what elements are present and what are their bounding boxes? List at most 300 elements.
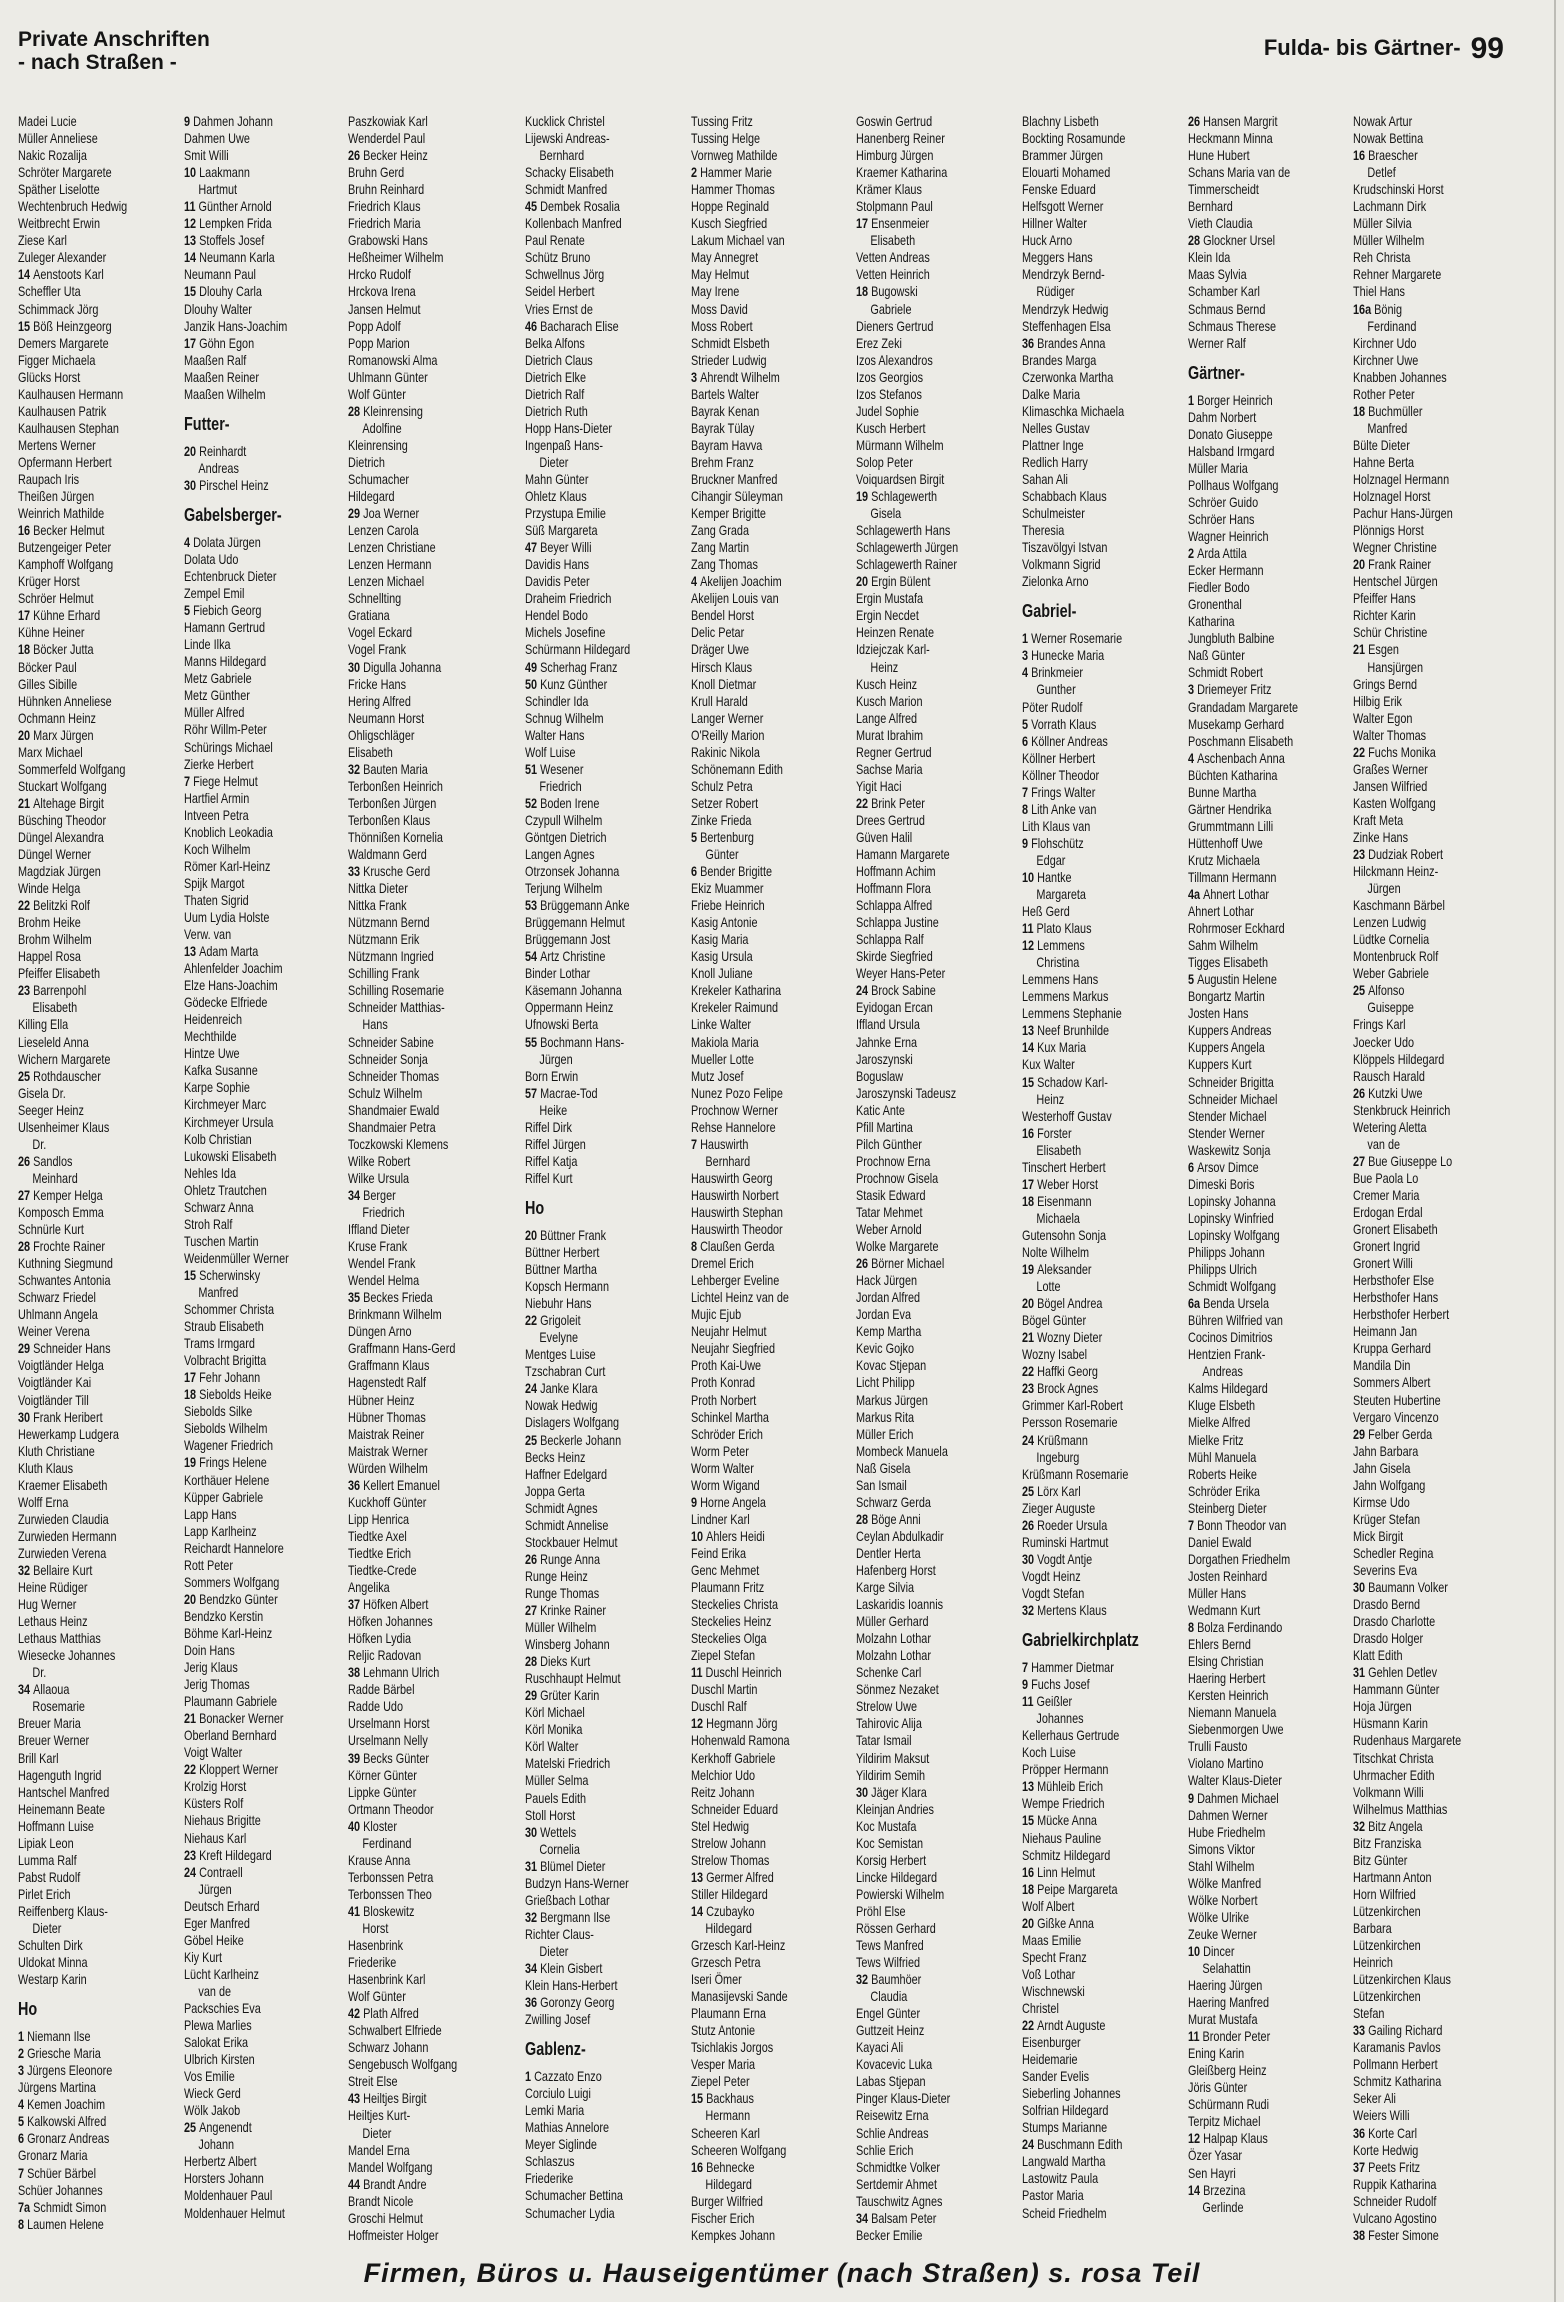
resident-entry: Bendzko Kerstin [184, 1608, 264, 1624]
resident-entry: Gratiana [348, 608, 390, 624]
resident-entry: Würden Wilhelm [348, 1460, 428, 1476]
resident-entry: Stuckart Wolfgang [18, 778, 107, 794]
resident-entry: 36 Goronzy Georg [525, 1995, 615, 2011]
resident-entry: Heine Rüdiger [18, 1580, 88, 1596]
resident-entry: Sahm Wilhelm [1188, 938, 1259, 954]
resident-entry: 15 Dlouhy Carla [184, 284, 262, 300]
resident-entry: Schneider Matthias- [348, 1000, 445, 1016]
resident-entry: 7 Schüer Bärbel [18, 2165, 97, 2181]
resident-entry: San Ismail [856, 1477, 907, 1493]
resident-entry: Heimann Jan [1353, 1324, 1418, 1340]
resident-entry: Kluth Klaus [18, 1460, 74, 1476]
resident-entry: Popp Marion [348, 335, 410, 351]
resident-entry: Manfred [198, 1285, 239, 1300]
resident-entry: Kruppa Gerhard [1353, 1341, 1431, 1357]
resident-entry: 18 Eisenmann [1022, 1193, 1092, 1209]
resident-entry: Deutsch Erhard [184, 1898, 260, 1914]
resident-entry: 17 Weber Horst [1022, 1176, 1098, 1192]
resident-entry: Ahlenfelder Joachim [184, 961, 283, 977]
resident-entry: 35 Beckes Frieda [348, 1290, 433, 1306]
resident-entry: Delic Petar [691, 625, 745, 641]
resident-entry: Gunther [1036, 682, 1076, 698]
resident-entry: Terbonßen Heinrich [348, 778, 443, 794]
resident-entry: Krolzig Horst [184, 1779, 247, 1795]
resident-entry: Kaschmann Bärbel [1353, 898, 1445, 914]
resident-entry: Davidis Hans [525, 557, 590, 573]
resident-entry: Heinzen Renate [856, 625, 934, 641]
resident-entry: 2 Griesche Maria [18, 2046, 101, 2062]
resident-entry: 18 Bugowski [856, 284, 918, 300]
resident-entry: Schlaszus [525, 2154, 575, 2170]
resident-entry: Kasig Antonie [691, 915, 758, 931]
resident-entry: Doin Hans [184, 1642, 235, 1658]
resident-entry: Koch Wilhelm [184, 841, 251, 857]
resident-entry: Schilling Frank [348, 966, 420, 982]
resident-entry: 22 Belitzki Rolf [18, 898, 90, 914]
resident-entry: Solop Peter [856, 454, 913, 470]
resident-entry: Schulz Wilhelm [348, 1085, 423, 1101]
resident-entry: Bongartz Martin [1188, 989, 1265, 1005]
resident-entry: 6 Köllner Andreas [1022, 733, 1108, 749]
resident-entry: Proth Norbert [691, 1392, 757, 1408]
resident-entry: Schwarz Johann [348, 2040, 429, 2056]
resident-entry: Elisabeth [1036, 1142, 1082, 1158]
resident-entry: Knoblich Leokadia [184, 824, 273, 840]
resident-entry: Weitbrecht Erwin [18, 216, 100, 232]
resident-entry: Fiedler Bodo [1188, 580, 1250, 596]
resident-entry: van de [1367, 1136, 1401, 1152]
resident-entry: Hack Jürgen [856, 1273, 918, 1289]
resident-entry: 11 Duschl Heinrich [691, 1665, 782, 1681]
resident-entry: Rausch Harald [1353, 1068, 1425, 1084]
resident-entry: Ehlers Bernd [1188, 1637, 1251, 1653]
resident-entry: Zurwieden Hermann [18, 1528, 117, 1544]
resident-entry: 4 Akelijen Joachim [691, 574, 782, 590]
resident-entry: Bayrak Kenan [691, 403, 760, 419]
resident-entry: Schönemann Edith [691, 761, 783, 777]
resident-entry: Rother Peter [1353, 386, 1415, 402]
resident-entry: 19 Frings Helene [184, 1455, 267, 1471]
resident-entry: 55 Bochmann Hans- [525, 1034, 625, 1050]
resident-entry: Zielonka Arno [1022, 574, 1089, 590]
resident-entry: Schwarz Anna [184, 1199, 254, 1215]
resident-entry: Schürmann Hildegard [525, 642, 631, 658]
resident-entry: Christina [1036, 955, 1080, 971]
street-range-label: Fulda- bis Gärtner- [1263, 35, 1461, 60]
resident-entry: Kirchner Udo [1353, 335, 1417, 351]
resident-entry: Philipps Johann [1188, 1245, 1265, 1260]
directory-column [691, 113, 829, 2244]
resident-entry: Metz Gabriele [184, 671, 252, 687]
resident-entry: Bartels Walter [691, 386, 759, 402]
resident-entry: Radde Udo [348, 1699, 404, 1715]
resident-entry: Richter Karin [1353, 608, 1416, 624]
resident-entry: Wolf Günter [348, 1989, 406, 2005]
resident-entry: Melchior Udo [691, 1767, 756, 1783]
resident-entry: Korte Hedwig [1353, 2142, 1419, 2158]
resident-entry: Michaela [1036, 1210, 1080, 1226]
resident-entry: 54 Artz Christine [525, 949, 606, 965]
resident-entry: Schneider Thomas [348, 1068, 440, 1084]
resident-entry: 1 Cazzato Enzo [525, 2069, 602, 2085]
resident-entry: 20 Gißke Anna [1022, 1915, 1094, 1931]
resident-entry: Pastor Maria [1022, 2188, 1084, 2204]
resident-entry: 5 Augustin Helene [1188, 972, 1277, 988]
resident-entry: Wölke Ulrike [1188, 1909, 1250, 1925]
resident-entry: Riffel Jürgen [525, 1136, 586, 1152]
resident-entry: 33 Gailing Richard [1353, 2023, 1443, 2039]
resident-entry: Heinemann Beate [18, 1801, 106, 1817]
resident-entry: Kirmse Udo [1353, 1494, 1410, 1510]
resident-entry: Cremer Maria [1353, 1187, 1420, 1203]
resident-entry: Friedrich Maria [348, 216, 421, 232]
resident-entry: Reh Christa [1353, 250, 1411, 266]
resident-entry: Tiedtke Erich [348, 1545, 412, 1561]
resident-entry: Lotte [1036, 1279, 1061, 1295]
resident-entry: Seker Ali [1353, 2091, 1396, 2107]
resident-entry: Wichern Margarete [18, 1051, 111, 1067]
resident-entry: Mombeck Manuela [856, 1443, 948, 1459]
resident-entry: 20 Frank Rainer [1353, 557, 1431, 573]
resident-entry: Hamann Margarete [856, 847, 950, 863]
resident-entry: Kühne Heiner [18, 625, 85, 641]
resident-entry: 34 Klein Gisbert [525, 1960, 603, 1976]
resident-entry: Metz Günther [184, 688, 250, 704]
resident-entry: Pabst Rudolf [18, 1869, 81, 1885]
resident-entry: Scheid Friedhelm [1022, 2205, 1107, 2221]
resident-entry: Dieter [32, 1920, 62, 1936]
resident-entry: 13 Mühleib Erich [1022, 1779, 1104, 1795]
resident-entry: Meinhard [32, 1170, 78, 1186]
resident-entry: Fenske Eduard [1022, 182, 1096, 198]
resident-entry: Wischnewski [1022, 1983, 1085, 1999]
resident-entry: Schwellnus Jörg [525, 267, 605, 283]
resident-entry: Sönmez Nezaket [856, 1682, 939, 1698]
resident-entry: Stutz Antonie [691, 2023, 756, 2039]
resident-entry: Winsberg Johann [525, 1637, 610, 1653]
resident-entry: Eyidogan Ercan [856, 1000, 933, 1016]
resident-entry: Jahnke Erna [856, 1034, 918, 1050]
resident-entry: Schindler Ida [525, 693, 589, 709]
resident-entry: Blachny Lisbeth [1022, 114, 1099, 129]
resident-entry: Vergaro Vincenzo [1353, 1409, 1439, 1425]
resident-entry: Rott Peter [184, 1557, 233, 1573]
resident-entry: 8 Lith Anke van [1022, 801, 1097, 817]
resident-entry: Nützmann Erik [348, 932, 420, 948]
resident-entry: Hasenbrink [348, 1938, 404, 1954]
resident-entry: Herbsthofer Hans [1353, 1290, 1439, 1306]
resident-entry: 38 Fester Simone [1353, 2227, 1439, 2243]
resident-entry: Müller Gerhard [856, 1614, 929, 1630]
resident-entry: Volkmann Willi [1353, 1784, 1424, 1800]
resident-entry: Yildirim Maksut [856, 1750, 930, 1766]
resident-entry: Paul Renate [525, 233, 585, 249]
resident-entry: Josten Reinhard [1188, 1568, 1268, 1584]
resident-entry: 24 Krüßmann [1022, 1432, 1088, 1448]
resident-entry: Iseri Ömer [691, 1972, 742, 1988]
resident-entry: Schulten Dirk [18, 1938, 83, 1954]
resident-entry: Hauswirth Norbert [691, 1187, 779, 1203]
resident-entry: Weinrich Mathilde [18, 506, 105, 522]
resident-entry: Theresia [1022, 523, 1065, 539]
resident-entry: Joecker Udo [1353, 1034, 1415, 1050]
resident-entry: Mutz Josef [691, 1068, 744, 1084]
resident-entry: Tinschert Herbert [1022, 1159, 1106, 1175]
resident-entry: Hauswirth Stephan [691, 1205, 783, 1220]
resident-entry: Köllner Herbert [1022, 750, 1096, 766]
resident-entry: Davidis Peter [525, 574, 590, 590]
resident-entry: 26 Börner Michael [856, 1256, 945, 1272]
resident-entry: Steuten Hubertine [1353, 1392, 1441, 1408]
resident-entry: Zieger Auguste [1022, 1500, 1096, 1516]
page-header [18, 28, 1504, 78]
resident-entry: Rössen Gerhard [856, 1920, 936, 1936]
resident-entry: Wölke Norbert [1188, 1892, 1258, 1908]
resident-entry: Maaßen Reiner [184, 369, 259, 385]
resident-entry: Becks Heinz [525, 1449, 586, 1465]
resident-entry: Hilckmann Heinz- [1353, 864, 1439, 880]
resident-entry: Karamanis Pavlos [1353, 2040, 1441, 2056]
resident-entry: Gronarz Maria [18, 2148, 88, 2164]
resident-entry: Smit Willi [184, 148, 229, 164]
resident-entry: Hewerkamp Ludgera [18, 1426, 119, 1442]
resident-entry: Wölke Manfred [1188, 1875, 1262, 1891]
resident-entry: Richter Claus- [525, 1926, 594, 1942]
resident-entry: Lange Alfred [856, 710, 918, 726]
resident-entry: Seeger Heinz [18, 1102, 84, 1118]
resident-entry: 12 Halpap Klaus [1188, 2131, 1268, 2147]
resident-entry: Müller Erich [856, 1426, 914, 1442]
resident-entry: Schmidt Elsbeth [691, 335, 770, 351]
resident-entry: Drees Gertrud [856, 812, 925, 828]
page-number: 99 [1470, 32, 1504, 65]
resident-entry: Brill Karl [18, 1750, 59, 1766]
resident-entry: Plönnigs Horst [1353, 523, 1424, 539]
resident-entry: Scheffler Uta [18, 284, 81, 300]
resident-entry: Born Erwin [525, 1068, 579, 1084]
resident-entry: Poschmann Elisabeth [1188, 733, 1294, 749]
resident-entry: Genc Mehmet [691, 1562, 760, 1578]
resident-entry: Gleißberg Heinz [1188, 2063, 1267, 2079]
resident-entry: Voigt Walter [184, 1745, 243, 1761]
resident-entry: Hohenwald Ramona [691, 1733, 790, 1749]
resident-entry: Sahan Ali [1022, 471, 1068, 487]
resident-entry: Dahm Norbert [1188, 409, 1257, 425]
resident-entry: 28 Dieks Kurt [525, 1654, 591, 1670]
resident-entry: Grummtmann Lilli [1188, 818, 1274, 834]
resident-entry: Haering Manfred [1188, 1995, 1269, 2011]
resident-entry: Erdogan Erdal [1353, 1205, 1423, 1220]
resident-entry: Wempe Friedrich [1022, 1796, 1105, 1812]
resident-entry: Wieck Gerd [184, 2086, 241, 2102]
resident-entry: Hug Werner [18, 1597, 77, 1613]
resident-entry: Dlouhy Walter [184, 301, 252, 317]
resident-entry: Hildegard [705, 1920, 752, 1936]
resident-entry: Hans [362, 1017, 388, 1033]
resident-entry: Josten Hans [1188, 1006, 1249, 1022]
resident-entry: Wolf Albert [1022, 1898, 1075, 1914]
resident-entry: Budzyn Hans-Werner [525, 1875, 629, 1891]
resident-entry: 7 Bonn Theodor van [1188, 1517, 1287, 1533]
resident-entry: Pauels Edith [525, 1790, 587, 1806]
resident-entry: Niemann Manuela [1188, 1705, 1277, 1721]
resident-entry: 23 Barrenpohl [18, 983, 87, 999]
resident-entry: Thiel Hans [1353, 284, 1405, 300]
resident-entry: Jürgen [539, 1051, 573, 1067]
resident-entry: 30 Vogdt Antje [1022, 1551, 1093, 1567]
resident-entry: Lukowski Elisabeth [184, 1148, 277, 1164]
resident-entry: Powierski Wilhelm [856, 1886, 945, 1902]
resident-entry: van de [198, 1983, 232, 1999]
resident-entry: Schnellting [348, 591, 402, 607]
resident-entry: Schwantes Antonia [18, 1273, 111, 1289]
directory-columns [18, 113, 1518, 2243]
resident-entry: 16 Behnecke [691, 2159, 755, 2175]
resident-entry: Dietrich Ruth [525, 403, 588, 419]
resident-entry: Zurwieden Claudia [18, 1511, 109, 1527]
resident-entry: Reichardt Hannelore [184, 1540, 284, 1556]
resident-entry: 6 Gronarz Andreas [18, 2131, 110, 2147]
resident-entry: 20 Büttner Frank [525, 1227, 607, 1243]
resident-entry: Przystupa Emilie [525, 506, 606, 522]
resident-entry: Linde Ilka [184, 637, 231, 653]
resident-entry: Echtenbruck Dieter [184, 569, 277, 585]
resident-entry: Regner Gertrud [856, 744, 932, 760]
resident-entry: Shandmaier Ewald [348, 1102, 440, 1118]
resident-entry: Lastowitz Paula [1022, 2171, 1099, 2187]
resident-entry: 11 Günther Arnold [184, 199, 272, 215]
resident-entry: Brüggemann Jost [525, 932, 611, 948]
resident-entry: Gronert Elisabeth [1353, 1222, 1438, 1238]
resident-entry: Manfred [1367, 420, 1408, 436]
resident-entry: Laskaridis Ioannis [856, 1597, 944, 1613]
resident-entry: Heinz [1036, 1091, 1065, 1107]
resident-entry: Bruckner Manfred [691, 471, 778, 487]
resident-entry: Weber Gabriele [1353, 966, 1429, 982]
resident-entry: Strieder Ludwig [691, 352, 767, 368]
resident-entry: Gabriele [870, 301, 912, 317]
resident-entry: 4a Ahnert Lothar [1188, 887, 1270, 903]
resident-entry: Uum Lydia Holste [184, 909, 270, 925]
resident-entry: Iffland Dieter [348, 1222, 410, 1238]
resident-entry: 14 Czubayko [691, 1903, 755, 1919]
resident-entry: 14 Kux Maria [1022, 1040, 1087, 1056]
resident-entry: Markus Jürgen [856, 1392, 928, 1408]
resident-entry: Terjung Wilhelm [525, 881, 603, 897]
resident-entry: Guttzeit Heinz [856, 2023, 925, 2039]
resident-entry: Maistrak Reiner [348, 1426, 425, 1442]
resident-entry: 20 Bögel Andrea [1022, 1296, 1103, 1312]
resident-entry: Judel Sophie [856, 403, 919, 419]
resident-entry: Kusch Siegfried [691, 216, 768, 232]
resident-entry: Bayram Havva [691, 437, 763, 453]
resident-entry: Süß Margareta [525, 523, 598, 539]
resident-entry: 7 Frings Walter [1022, 784, 1096, 800]
resident-entry: Rudenhaus Margarete [1353, 1733, 1462, 1749]
resident-entry: Gödecke Elfriede [184, 995, 268, 1011]
resident-entry: Nunez Pozo Felipe [691, 1085, 783, 1101]
resident-entry: Neujahr Helmut [691, 1324, 767, 1340]
resident-entry: Stender Werner [1188, 1125, 1265, 1141]
resident-entry: Hildegard [705, 2176, 752, 2192]
resident-entry: Stefan [1353, 2006, 1385, 2022]
resident-entry: 13 Neef Brunhilde [1022, 1023, 1110, 1039]
resident-entry: Zinke Frieda [691, 812, 752, 828]
resident-entry: Bue Paola Lo [1353, 1170, 1419, 1186]
resident-entry: 7 Hauswirth [691, 1136, 749, 1152]
resident-entry: Streit Else [348, 2074, 398, 2090]
resident-entry: Jürgen [198, 1881, 232, 1897]
resident-entry: Ruminski Hartmut [1022, 1534, 1109, 1550]
resident-entry: 36 Kellert Emanuel [348, 1477, 440, 1493]
resident-entry: Dremel Erich [691, 1256, 754, 1272]
resident-entry: Heckmann Minna [1188, 131, 1273, 147]
resident-entry: Helfsgott Werner [1022, 199, 1104, 215]
resident-entry: Zurwieden Verena [18, 1545, 107, 1561]
resident-entry: Bendel Horst [691, 608, 754, 624]
resident-entry: Schmidt Robert [1188, 665, 1263, 681]
resident-entry: 12 Hegmann Jörg [691, 1716, 778, 1732]
resident-entry: Heinz [870, 659, 899, 675]
resident-entry: Worm Wigand [691, 1477, 760, 1493]
resident-entry: Packschies Eva [184, 2000, 261, 2016]
resident-entry: Frings Karl [1353, 1017, 1406, 1033]
resident-entry: Schmidt Manfred [525, 182, 608, 198]
directory-column [184, 113, 322, 2222]
resident-entry: Herbertz Albert [184, 2154, 257, 2170]
resident-entry: 30 Baumann Volker [1353, 1580, 1448, 1596]
resident-entry: 1 Borger Heinrich [1188, 392, 1273, 408]
resident-entry: Schwarz Gerda [856, 1494, 931, 1510]
resident-entry: Kollenbach Manfred [525, 216, 622, 232]
resident-entry: Gronert Willi [1353, 1256, 1413, 1272]
resident-entry: Wagner Heinrich [1188, 529, 1269, 545]
resident-entry: Margareta [1036, 887, 1086, 903]
directory-column [1022, 113, 1160, 2222]
resident-entry: Haering Herbert [1188, 1671, 1266, 1687]
resident-entry: Worm Walter [691, 1460, 754, 1476]
resident-entry: Ahnert Lothar [1188, 904, 1254, 920]
resident-entry: Mechthilde [184, 1029, 237, 1045]
resident-entry: Klimaschka Michaela [1022, 403, 1125, 419]
resident-entry: Hilbig Erik [1353, 693, 1402, 709]
resident-entry: Redlich Harry [1022, 454, 1088, 470]
resident-entry: Tiedtke-Crede [348, 1562, 417, 1578]
resident-entry: Kirchner Uwe [1353, 352, 1419, 368]
resident-entry: Kovacevic Luka [856, 2057, 933, 2073]
resident-entry: Graßes Werner [1353, 761, 1428, 777]
resident-entry: Kruse Frank [348, 1239, 408, 1255]
resident-entry: Gisela Dr. [18, 1085, 66, 1101]
resident-entry: 17 Göhn Egon [184, 335, 255, 351]
resident-entry: Fischer Erich [691, 2210, 755, 2226]
resident-entry: 19 Schlagewerth [856, 489, 938, 505]
resident-entry: Heike [539, 1102, 568, 1118]
resident-entry: 15 Böß Heinzgeorg [18, 318, 112, 334]
resident-entry: Drasdo Charlotte [1353, 1614, 1436, 1630]
resident-entry: Kusch Heinz [856, 676, 918, 692]
resident-entry: Tillmann Hermann [1188, 869, 1277, 885]
resident-entry: Reiffenberg Klaus- [18, 1903, 108, 1919]
resident-entry: Ferdinand [362, 1835, 412, 1851]
resident-entry: Lützenkirchen [1353, 1903, 1421, 1919]
resident-entry: Schmidt Annelise [525, 1517, 609, 1533]
resident-entry: Sengebusch Wolfgang [348, 2057, 458, 2073]
section-title-line1: Private Anschriften [18, 28, 210, 51]
resident-entry: Prochnow Werner [691, 1102, 778, 1118]
resident-entry: Czypull Wilhelm [525, 812, 603, 828]
resident-entry: 20 Marx Jürgen [18, 727, 94, 743]
